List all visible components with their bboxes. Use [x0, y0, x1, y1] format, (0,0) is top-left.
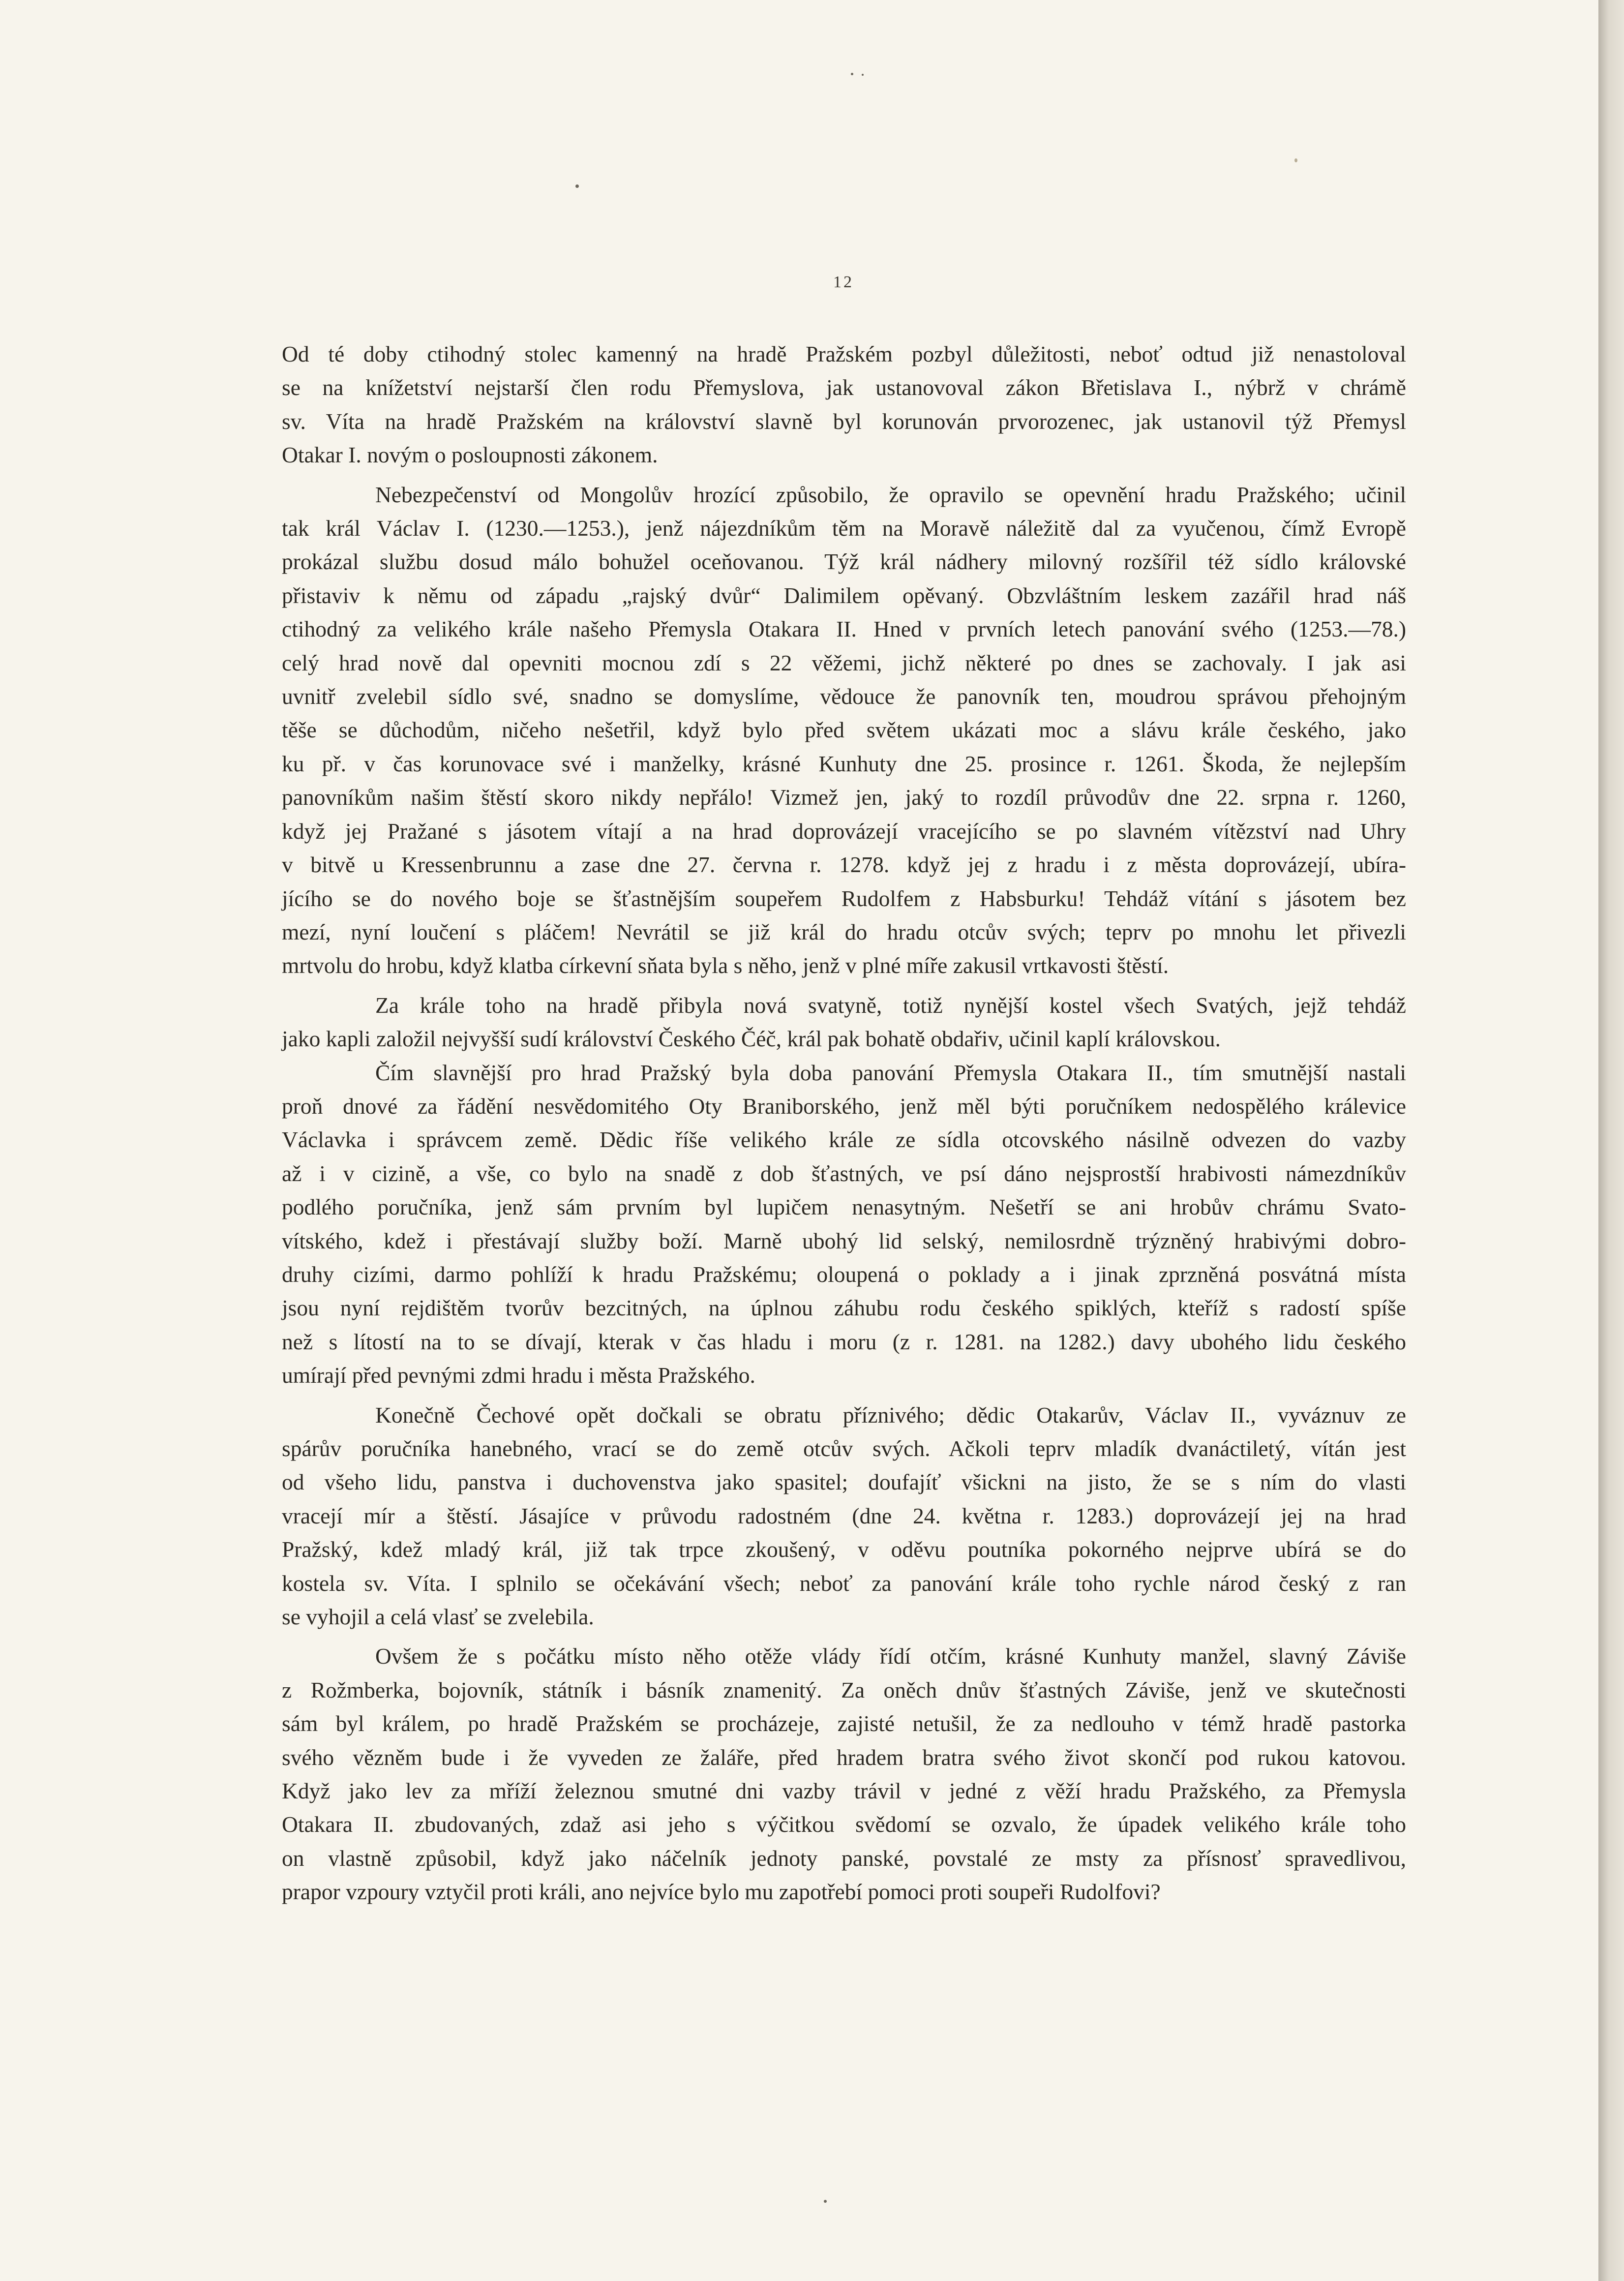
text-line: vracejí mír a štěstí. Jásajíce v průvodu radostném (dne 24. května r. 1283.) doprovázejí jej na hrad — [282, 1503, 1406, 1528]
text-line: Otakar I. novým o posloupnosti zákonem. — [282, 442, 658, 468]
paragraph — [282, 1056, 1406, 1393]
paragraph — [282, 989, 1406, 1056]
text-line: ctihodný za velikého krále našeho Přemysla Otakara II. Hned v prvních letech panování svého (1253.—78.) — [282, 616, 1406, 642]
text-line: ku př. v čas korunovace své i manželky, krásné Kunhuty dne 25. prosince r. 1261. Škoda, že nejlepším — [282, 751, 1406, 776]
ink-speck — [1294, 158, 1297, 162]
text-line: v bitvě u Kressenbrunnu a zase dne 27. června r. 1278. když jej z hradu i z města doprovázejí, ubíra- — [282, 852, 1406, 878]
text-line: těše se důchodům, ničeho nešetřil, když bylo před světem ukázati moc a slávu krále českého, jako — [282, 717, 1406, 743]
text-line: celý hrad nově dal opevniti mocnou zdí s 22 věžemi, jichž některé po dnes se zachovaly. I jak asi — [282, 650, 1406, 675]
paragraph — [282, 1640, 1406, 1909]
text-line: spárův poručníka hanebného, vrací se do země otcův svých. Ačkoli teprv mladík dvanáctiletý, vítán jest — [282, 1436, 1406, 1461]
text-line: až i v cizině, a vše, co bylo na snadě z dob šťastných, ve psí dáno nejsprostší hrabivosti námezdníkův — [282, 1160, 1406, 1186]
text-line: umírají před pevnými zdmi hradu i města Pražského. — [282, 1363, 755, 1388]
text-line: jako kapli založil nejvyšší sudí království Českého Čéč, král pak bohatě obdařiv, učinil kaplí královskou. — [282, 1026, 1221, 1052]
text-line: on vlastně způsobil, když jako náčelník jednoty panské, povstalé ze msty za přísnosť spravedlivou, — [282, 1845, 1406, 1871]
page-number: 12 — [833, 273, 854, 291]
text-line: sv. Víta na hradě Pražském na království slavně byl korunován prvorozenec, jak ustanovil týž Přemysl — [282, 408, 1406, 434]
text-line: panovníkům našim štěstí skoro nikdy nepřálo! Vizmež jen, jaký to rozdíl průvodův dne 22. srpna r. 1260, — [282, 785, 1406, 810]
text-line: než s lítostí na to se dívají, kterak v čas hladu i moru (z r. 1281. na 1282.) davy ubohého lidu českého — [282, 1329, 1406, 1354]
text-line: prapor vzpoury vztyčil proti králi, ano nejvíce bylo mu zapotřebí pomoci proti soupeři Rudolfovi? — [282, 1879, 1161, 1905]
text-line: Václavka i správcem země. Dědic říše velikého krále ze sídla otcovského násilně odvezen do vazby — [282, 1127, 1406, 1153]
text-line: svého vězněm bude i že vyveden ze žaláře, před hradem bratra svého život skončí pod rukou katovou. — [282, 1744, 1406, 1770]
body-text — [282, 337, 1406, 1909]
paragraph — [282, 478, 1406, 983]
text-line: Když jako lev za mříží železnou smutné dni vazby trávil v jedné z věží hradu Pražského, za Přemysla — [282, 1778, 1406, 1804]
text-line: jsou nyní rejdištěm tvorův bezcitných, na úplnou záhubu rodu českého spiklých, kteříž s radostí spíše — [282, 1295, 1406, 1321]
text-line: mrtvolu do hrobu, když klatba církevní sňata byla s něho, jenž v plné míře zakusil vrtkavosti štěstí. — [282, 953, 1169, 978]
paragraph — [282, 1399, 1406, 1634]
text-line: Pražský, kdež mladý král, již tak trpce zkoušený, v oděvu poutníka pokorného nejprve ubírá se do — [282, 1537, 1406, 1562]
text-line: prokázal službu dosud málo bohužel oceňovanou. Týž král nádhery milovný rozšířil též sídlo královské — [282, 549, 1406, 575]
text-line: z Rožmberka, bojovník, státník i básník znamenitý. Za oněch dnův šťastných Záviše, jenž ve skutečnosti — [282, 1677, 1406, 1703]
text-line: Ovšem že s počátku místo něho otěže vlády řídí otčím, krásné Kunhuty manžel, slavný Záviše — [375, 1643, 1406, 1669]
text-line: Nebezpečenství od Mongolův hrozící způsobilo, že opravilo se opevnění hradu Pražského; učinil — [375, 482, 1406, 507]
text-line: vítského, kdež i přestávají služby boží. Marně ubohý lid selský, nemilosrdně trýzněný hrabivými dobro- — [282, 1228, 1406, 1253]
ink-speck — [862, 74, 864, 76]
text-line: se vyhojil a celá vlasť se zvelebila. — [282, 1604, 594, 1630]
page-edge — [1598, 0, 1624, 2281]
text-line: Za krále toho na hradě přibyla nová svatyně, totiž nynější kostel všech Svatých, jejž tehdáž — [375, 992, 1406, 1018]
text-line: Otakara II. zbudovaných, zdaž asi jeho s výčitkou svědomí se ozvalo, že úpadek velikého krále toho — [282, 1812, 1406, 1837]
text-line: Od té doby ctihodný stolec kamenný na hradě Pražském pozbyl důležitosti, neboť odtud již nenastoloval — [282, 341, 1406, 366]
text-line: Čím slavnější pro hrad Pražský byla doba panování Přemysla Otakara II., tím smutnější nastali — [375, 1060, 1406, 1085]
text-line: druhy cizími, darmo pohlíží k hradu Pražskému; oloupená o poklady a i jinak zprzněná posvátná místa — [282, 1261, 1406, 1287]
ink-speck — [851, 73, 853, 75]
ink-speck — [824, 2200, 827, 2203]
text-line: proň dnové za řádění nesvědomitého Oty Braniborského, jenž měl býti poručníkem nedospělého králevice — [282, 1093, 1406, 1119]
text-line: uvnitř zvelebil sídlo své, snadno se domyslíme, vědouce že panovník ten, moudrou správou přehojným — [282, 684, 1406, 709]
text-line: podlého poručníka, jenž sám prvním byl lupičem nenasytným. Nešetří se ani hrobův chrámu Svato- — [282, 1194, 1406, 1220]
text-line: Konečně Čechové opět dočkali se obratu příznivého; dědic Otakarův, Václav II., vyváznuv ze — [375, 1402, 1406, 1428]
text-line: mezí, nyní loučení s pláčem! Nevrátil se již král do hradu otcův svých; teprv po mnohu let přivezli — [282, 919, 1406, 944]
text-line: přistaviv k němu od západu „rajský dvůr“ Dalimilem opěvaný. Obzvláštním leskem zazářil hrad náš — [282, 582, 1406, 608]
ink-speck — [575, 184, 579, 188]
text-line: jícího se do nového boje se šťastnějším soupeřem Rudolfem z Habsburku! Tehdáž vítání s jásotem bez — [282, 885, 1406, 911]
text-line: tak král Václav I. (1230.—1253.), jenž nájezdníkům těm na Moravě náležitě dal za vyučenou, čímž Evropě — [282, 516, 1406, 541]
paragraph — [282, 337, 1406, 472]
text-line: kostela sv. Víta. I splnilo se očekávání všech; neboť za panování krále toho rychle národ český z ran — [282, 1570, 1406, 1596]
text-line: sám byl králem, po hradě Pražském se procházeje, zajisté netušil, že za nedlouho v témž hradě pastorka — [282, 1711, 1406, 1736]
text-line: když jej Pražané s jásotem vítají a na hrad doprovázejí vracejícího se po slavném vítězství nad Uhry — [282, 818, 1406, 844]
text-line: od všeho lidu, panstva i duchovenstva jako spasitel; doufajíť všickni na jisto, že se s ním do vlasti — [282, 1469, 1406, 1495]
text-line: se na knížetství nejstarší člen rodu Přemyslova, jak ustanovoval zákon Břetislava I., nýbrž v chrámě — [282, 375, 1406, 400]
